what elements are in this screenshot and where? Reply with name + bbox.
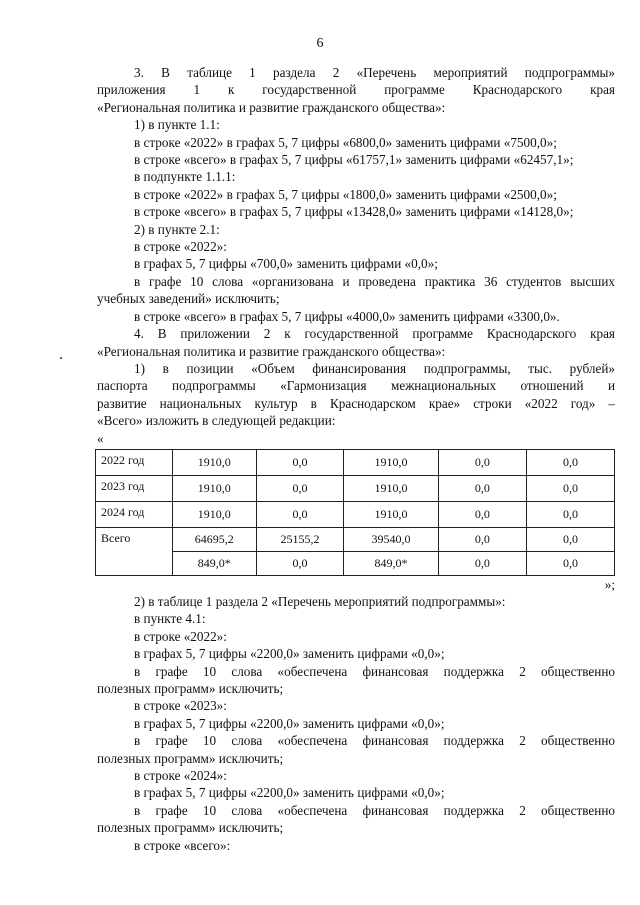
row-label: 2024 год bbox=[96, 501, 173, 527]
table-cell: 0,0 bbox=[256, 551, 344, 575]
row-total-heading: в строке «всего»: bbox=[134, 837, 231, 853]
column-10-2023-line-2: полезных программ» исключить; bbox=[97, 750, 284, 766]
column-10-2024-line-2: полезных программ» исключить; bbox=[97, 820, 284, 836]
row-2023-heading: в строке «2023»: bbox=[134, 698, 227, 714]
change-2022-line: в строке «2022» в графах 5, 7 цифры «6800,0» заменить цифрами «7500,0»; bbox=[134, 134, 557, 150]
financing-table bbox=[95, 449, 615, 576]
position-financing-line-3: развитие национальных культур в Краснодарском крае» строки «2022 год» – bbox=[97, 395, 615, 411]
table-cell: 1910,0 bbox=[172, 501, 256, 527]
table-cell: 0,0 bbox=[438, 527, 526, 551]
row-2022-heading: в строке «2022»: bbox=[134, 239, 227, 255]
table-cell: 0,0 bbox=[256, 449, 344, 475]
table-cell: 39540,0 bbox=[344, 527, 439, 551]
position-financing-line-2: паспорта подпрограммы «Гармонизация межнациональных отношений и bbox=[97, 378, 615, 394]
change-2024: в графах 5, 7 цифры «2200,0» заменить цифрами «0,0»; bbox=[134, 785, 445, 801]
position-financing-line-4: «Всего» изложить в следующей редакции: bbox=[97, 413, 336, 429]
table-cell: 849,0* bbox=[344, 551, 439, 575]
table-row bbox=[96, 475, 615, 501]
paragraph-4-line-2: «Региональная политика и развитие гражданского общества»: bbox=[97, 343, 446, 359]
table-cell: 0,0 bbox=[256, 501, 344, 527]
position-financing-line-1: 1) в позиции «Объем финансирования подпрограммы, тыс. рублей» bbox=[134, 360, 615, 376]
table-cell: 0,0 bbox=[438, 475, 526, 501]
table-cell: 0,0 bbox=[526, 527, 614, 551]
column-10-2023-line-1: в графе 10 слова «обеспечена финансовая поддержка 2 общественно bbox=[134, 733, 615, 749]
table-cell: 1910,0 bbox=[172, 449, 256, 475]
table-cell: 0,0 bbox=[526, 501, 614, 527]
page-number: 6 bbox=[316, 36, 324, 51]
table-cell: 1910,0 bbox=[172, 475, 256, 501]
columns-5-7-change: в графах 5, 7 цифры «700,0» заменить цифрами «0,0»; bbox=[134, 256, 438, 272]
paragraph-3-line-3: «Региональная политика и развитие гражданского общества»: bbox=[97, 99, 446, 115]
table-cell: 0,0 bbox=[526, 551, 614, 575]
paragraph-3-line-1: 3. В таблице 1 раздела 2 «Перечень мероприятий подпрограммы» bbox=[134, 65, 615, 80]
row-label: 2023 год bbox=[96, 475, 173, 501]
subitem-change-total-line: в строке «всего» в графах 5, 7 цифры «13428,0» заменить цифрами «14128,0»; bbox=[134, 204, 574, 220]
subitem-change-2022-line: в строке «2022» в графах 5, 7 цифры «1800,0» заменить цифрами «2500,0»; bbox=[134, 186, 557, 202]
table-cell: 0,0 bbox=[438, 501, 526, 527]
table-cell: 0,0 bbox=[438, 449, 526, 475]
change-2022-b: в графах 5, 7 цифры «2200,0» заменить цифрами «0,0»; bbox=[134, 646, 445, 662]
table-cell: 0,0 bbox=[438, 551, 526, 575]
table-cell: 0,0 bbox=[526, 449, 614, 475]
table-cell: 64695,2 bbox=[172, 527, 256, 551]
change-2023: в графах 5, 7 цифры «2200,0» заменить цифрами «0,0»; bbox=[134, 715, 445, 731]
document-body bbox=[97, 64, 615, 854]
row-label: 2022 год bbox=[96, 449, 173, 475]
table-row bbox=[96, 527, 615, 551]
change-total-line: в строке «всего» в графах 5, 7 цифры «61757,1» заменить цифрами «62457,1»; bbox=[134, 152, 574, 168]
margin-dot-mark bbox=[60, 357, 62, 359]
table-1-section-2-heading: 2) в таблице 1 раздела 2 «Перечень мероприятий подпрограммы»: bbox=[134, 593, 506, 609]
column-10-2024-line-1: в графе 10 слова «обеспечена финансовая поддержка 2 общественно bbox=[134, 802, 615, 818]
table-cell: 1910,0 bbox=[344, 449, 439, 475]
table-cell: 0,0 bbox=[256, 475, 344, 501]
quote-open-mark: « bbox=[97, 430, 104, 446]
column-10-2022-line-2: полезных программ» исключить; bbox=[97, 680, 284, 696]
row-2022-heading-b: в строке «2022»: bbox=[134, 628, 227, 644]
row-2024-heading: в строке «2024»: bbox=[134, 767, 227, 783]
column-10-2022-line-1: в графе 10 слова «обеспечена финансовая поддержка 2 общественно bbox=[134, 663, 615, 679]
table-cell: 0,0 bbox=[526, 475, 614, 501]
table-row bbox=[96, 551, 615, 575]
subitem-1-1-1: в подпункте 1.1.1: bbox=[134, 169, 236, 185]
table-row bbox=[96, 449, 615, 475]
paragraph-3-line-2: приложения 1 к государственной программе Краснодарского края bbox=[97, 82, 615, 98]
row-label: Всего bbox=[96, 527, 173, 575]
row-total-change: в строке «всего» в графах 5, 7 цифры «4000,0» заменить цифрами «3300,0». bbox=[134, 308, 560, 324]
table-cell: 1910,0 bbox=[344, 501, 439, 527]
column-10-change-line-1: в графе 10 слова «организована и проведена практика 36 студентов высших bbox=[134, 273, 615, 289]
item-2-1: 2) в пункте 2.1: bbox=[134, 221, 220, 237]
quote-close-mark: »; bbox=[604, 576, 615, 592]
paragraph-4-line-1: 4. В приложении 2 к государственной программе Краснодарского края bbox=[134, 326, 615, 342]
item-1-1: 1) в пункте 1.1: bbox=[134, 117, 220, 133]
column-10-change-line-2: учебных заведений» исключить; bbox=[97, 291, 280, 307]
table-cell: 25155,2 bbox=[256, 527, 344, 551]
table-row bbox=[96, 501, 615, 527]
item-4-1: в пункте 4.1: bbox=[134, 611, 206, 627]
table-cell: 1910,0 bbox=[344, 475, 439, 501]
table-cell: 849,0* bbox=[172, 551, 256, 575]
